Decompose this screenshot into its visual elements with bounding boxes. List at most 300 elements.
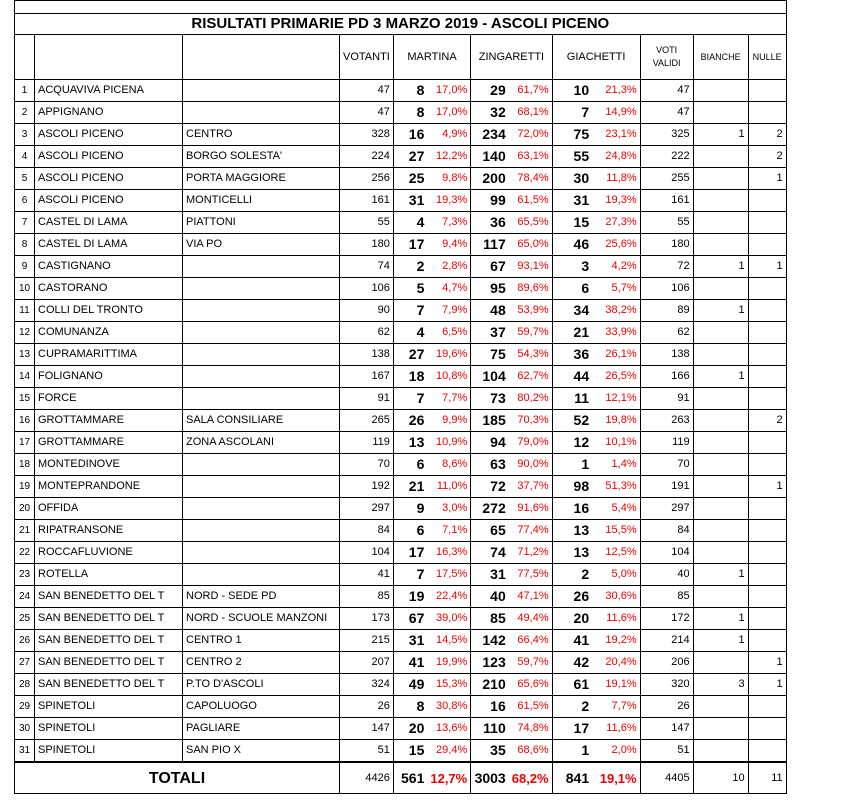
zingaretti-votes-cell: 117 <box>471 234 509 256</box>
giachetti-percent-cell: 5,4% <box>592 498 640 520</box>
zingaretti-votes-cell: 31 <box>471 564 509 586</box>
zingaretti-votes-cell: 140 <box>471 146 509 168</box>
martina-votes-cell: 21 <box>393 476 427 498</box>
bianche-cell <box>693 410 748 432</box>
row-index: 13 <box>15 344 35 366</box>
table-row <box>15 652 787 674</box>
martina-votes-cell: 8 <box>393 80 427 102</box>
giachetti-votes-cell: 36 <box>552 344 592 366</box>
table-row <box>15 454 787 476</box>
martina-votes-cell: 27 <box>393 344 427 366</box>
zingaretti-percent-cell: 65,6% <box>509 674 552 696</box>
martina-percent-cell: 10,9% <box>427 432 470 454</box>
zingaretti-percent-cell: 79,0% <box>509 432 552 454</box>
table-row <box>15 520 787 542</box>
bianche-cell <box>693 344 748 366</box>
martina-votes-cell: 4 <box>393 322 427 344</box>
row-index: 23 <box>15 564 35 586</box>
row-index: 12 <box>15 322 35 344</box>
martina-votes-cell: 7 <box>393 300 427 322</box>
voti-validi-cell: 47 <box>640 80 693 102</box>
votanti-cell: 224 <box>340 146 394 168</box>
zingaretti-percent-cell: 53,9% <box>509 300 552 322</box>
votanti-cell: 47 <box>340 80 394 102</box>
zingaretti-votes-cell: 210 <box>471 674 509 696</box>
martina-percent-cell: 19,3% <box>427 190 470 212</box>
zingaretti-percent-cell: 68,6% <box>509 740 552 763</box>
giachetti-percent-cell: 11,6% <box>592 718 640 740</box>
martina-votes-cell: 17 <box>393 542 427 564</box>
martina-votes-cell: 17 <box>393 234 427 256</box>
totals-row <box>15 762 787 794</box>
seggio-cell <box>183 564 340 586</box>
zingaretti-percent-cell: 49,4% <box>509 608 552 630</box>
giachetti-percent-cell: 4,2% <box>592 256 640 278</box>
voti-validi-cell: 263 <box>640 410 693 432</box>
martina-votes-cell: 19 <box>393 586 427 608</box>
votanti-cell: 91 <box>340 388 394 410</box>
row-index: 16 <box>15 410 35 432</box>
martina-percent-cell: 7,1% <box>427 520 470 542</box>
totals-nulle: 11 <box>748 762 786 794</box>
zingaretti-votes-cell: 36 <box>471 212 509 234</box>
nulle-cell <box>748 388 786 410</box>
martina-percent-cell: 3,0% <box>427 498 470 520</box>
giachetti-votes-cell: 10 <box>552 80 592 102</box>
seggio-cell <box>183 520 340 542</box>
row-index: 18 <box>15 454 35 476</box>
votanti-cell: 167 <box>340 366 394 388</box>
voti-validi-cell: 55 <box>640 212 693 234</box>
zingaretti-percent-cell: 37,7% <box>509 476 552 498</box>
row-index: 21 <box>15 520 35 542</box>
giachetti-percent-cell: 14,9% <box>592 102 640 124</box>
seggio-cell <box>183 278 340 300</box>
zingaretti-votes-cell: 104 <box>471 366 509 388</box>
header-nulle: NULLE <box>748 35 786 80</box>
row-index: 19 <box>15 476 35 498</box>
giachetti-percent-cell: 19,3% <box>592 190 640 212</box>
bianche-cell: 1 <box>693 564 748 586</box>
martina-percent-cell: 9,4% <box>427 234 470 256</box>
giachetti-votes-cell: 12 <box>552 432 592 454</box>
giachetti-votes-cell: 16 <box>552 498 592 520</box>
table-row <box>15 344 787 366</box>
martina-percent-cell: 17,0% <box>427 102 470 124</box>
martina-percent-cell: 15,3% <box>427 674 470 696</box>
voti-validi-cell: 26 <box>640 696 693 718</box>
votanti-cell: 256 <box>340 168 394 190</box>
row-index: 11 <box>15 300 35 322</box>
header-seggio <box>183 35 340 80</box>
bianche-cell <box>693 168 748 190</box>
row-index: 28 <box>15 674 35 696</box>
table-row <box>15 366 787 388</box>
comune-cell: ROTELLA <box>35 564 183 586</box>
voti-validi-cell: 89 <box>640 300 693 322</box>
martina-votes-cell: 6 <box>393 454 427 476</box>
voti-validi-cell: 47 <box>640 102 693 124</box>
giachetti-percent-cell: 1,4% <box>592 454 640 476</box>
nulle-cell: 1 <box>748 256 786 278</box>
martina-votes-cell: 26 <box>393 410 427 432</box>
martina-votes-cell: 2 <box>393 256 427 278</box>
comune-cell: CUPRAMARITTIMA <box>35 344 183 366</box>
martina-votes-cell: 8 <box>393 102 427 124</box>
bianche-cell: 1 <box>693 366 748 388</box>
table-row <box>15 212 787 234</box>
voti-validi-cell: 320 <box>640 674 693 696</box>
bianche-cell <box>693 278 748 300</box>
zingaretti-votes-cell: 95 <box>471 278 509 300</box>
zingaretti-votes-cell: 32 <box>471 102 509 124</box>
zingaretti-percent-cell: 72,0% <box>509 124 552 146</box>
comune-cell: APPIGNANO <box>35 102 183 124</box>
comune-cell: ROCCAFLUVIONE <box>35 542 183 564</box>
table-row <box>15 608 787 630</box>
bianche-cell <box>693 212 748 234</box>
zingaretti-votes-cell: 85 <box>471 608 509 630</box>
giachetti-percent-cell: 15,5% <box>592 520 640 542</box>
totals-martina-votes: 561 <box>393 762 427 794</box>
comune-cell: MONTEPRANDONE <box>35 476 183 498</box>
giachetti-percent-cell: 38,2% <box>592 300 640 322</box>
comune-cell: SAN BENEDETTO DEL T <box>35 608 183 630</box>
martina-percent-cell: 8,6% <box>427 454 470 476</box>
giachetti-votes-cell: 11 <box>552 388 592 410</box>
martina-votes-cell: 7 <box>393 388 427 410</box>
giachetti-percent-cell: 5,0% <box>592 564 640 586</box>
bianche-cell <box>693 696 748 718</box>
nulle-cell <box>748 740 786 763</box>
zingaretti-votes-cell: 74 <box>471 542 509 564</box>
header-voti-validi: VOTI VALIDI <box>640 35 693 80</box>
nulle-cell <box>748 586 786 608</box>
martina-percent-cell: 9,8% <box>427 168 470 190</box>
table-row <box>15 256 787 278</box>
results-spreadsheet <box>14 0 787 794</box>
voti-validi-cell: 104 <box>640 542 693 564</box>
bianche-cell <box>693 520 748 542</box>
row-index: 31 <box>15 740 35 763</box>
giachetti-votes-cell: 75 <box>552 124 592 146</box>
nulle-cell: 1 <box>748 674 786 696</box>
voti-validi-cell: 72 <box>640 256 693 278</box>
table-row <box>15 432 787 454</box>
giachetti-votes-cell: 21 <box>552 322 592 344</box>
giachetti-votes-cell: 15 <box>552 212 592 234</box>
martina-percent-cell: 10,8% <box>427 366 470 388</box>
voti-validi-cell: 172 <box>640 608 693 630</box>
table-row <box>15 586 787 608</box>
seggio-cell: NORD - SCUOLE MANZONI <box>183 608 340 630</box>
row-index: 15 <box>15 388 35 410</box>
seggio-cell: BORGO SOLESTA' <box>183 146 340 168</box>
nulle-cell: 1 <box>748 476 786 498</box>
zingaretti-percent-cell: 59,7% <box>509 652 552 674</box>
giachetti-votes-cell: 2 <box>552 696 592 718</box>
giachetti-votes-cell: 26 <box>552 586 592 608</box>
zingaretti-votes-cell: 65 <box>471 520 509 542</box>
comune-cell: COMUNANZA <box>35 322 183 344</box>
row-index: 29 <box>15 696 35 718</box>
zingaretti-votes-cell: 200 <box>471 168 509 190</box>
martina-votes-cell: 13 <box>393 432 427 454</box>
nulle-cell <box>748 234 786 256</box>
seggio-cell <box>183 454 340 476</box>
totals-giachetti-percent: 19,1% <box>592 762 640 794</box>
top-blank-row <box>15 1 787 14</box>
row-index: 14 <box>15 366 35 388</box>
nulle-cell <box>748 608 786 630</box>
giachetti-votes-cell: 1 <box>552 740 592 763</box>
zingaretti-percent-cell: 61,5% <box>509 190 552 212</box>
martina-votes-cell: 7 <box>393 564 427 586</box>
title-row <box>15 14 787 35</box>
nulle-cell: 2 <box>748 146 786 168</box>
bianche-cell: 1 <box>693 124 748 146</box>
comune-cell: MONTEDINOVE <box>35 454 183 476</box>
bianche-cell <box>693 146 748 168</box>
nulle-cell: 2 <box>748 410 786 432</box>
martina-votes-cell: 9 <box>393 498 427 520</box>
votanti-cell: 138 <box>340 344 394 366</box>
seggio-cell: PORTA MAGGIORE <box>183 168 340 190</box>
giachetti-percent-cell: 10,1% <box>592 432 640 454</box>
zingaretti-percent-cell: 70,3% <box>509 410 552 432</box>
comune-cell: CASTORANO <box>35 278 183 300</box>
table-row <box>15 234 787 256</box>
martina-percent-cell: 9,9% <box>427 410 470 432</box>
votanti-cell: 84 <box>340 520 394 542</box>
results-table <box>14 0 787 794</box>
votanti-cell: 104 <box>340 542 394 564</box>
voti-validi-cell: 147 <box>640 718 693 740</box>
giachetti-percent-cell: 26,1% <box>592 344 640 366</box>
voti-validi-cell: 297 <box>640 498 693 520</box>
comune-cell: SAN BENEDETTO DEL T <box>35 652 183 674</box>
votanti-cell: 192 <box>340 476 394 498</box>
comune-cell: ASCOLI PICENO <box>35 168 183 190</box>
votanti-cell: 90 <box>340 300 394 322</box>
seggio-cell <box>183 388 340 410</box>
votanti-cell: 180 <box>340 234 394 256</box>
zingaretti-percent-cell: 66,4% <box>509 630 552 652</box>
zingaretti-votes-cell: 40 <box>471 586 509 608</box>
zingaretti-votes-cell: 110 <box>471 718 509 740</box>
zingaretti-percent-cell: 77,4% <box>509 520 552 542</box>
comune-cell: SPINETOLI <box>35 696 183 718</box>
zingaretti-percent-cell: 63,1% <box>509 146 552 168</box>
header-martina: MARTINA <box>393 35 470 80</box>
martina-percent-cell: 2,8% <box>427 256 470 278</box>
table-row <box>15 674 787 696</box>
martina-votes-cell: 16 <box>393 124 427 146</box>
voti-validi-cell: 85 <box>640 586 693 608</box>
votanti-cell: 119 <box>340 432 394 454</box>
row-index: 26 <box>15 630 35 652</box>
row-index: 1 <box>15 80 35 102</box>
zingaretti-percent-cell: 78,4% <box>509 168 552 190</box>
seggio-cell: VIA PO <box>183 234 340 256</box>
seggio-cell: CENTRO 1 <box>183 630 340 652</box>
totals-zingaretti-votes: 3003 <box>471 762 509 794</box>
giachetti-percent-cell: 19,1% <box>592 674 640 696</box>
giachetti-votes-cell: 31 <box>552 190 592 212</box>
martina-votes-cell: 27 <box>393 146 427 168</box>
table-row <box>15 740 787 763</box>
zingaretti-votes-cell: 185 <box>471 410 509 432</box>
bianche-cell <box>693 476 748 498</box>
martina-percent-cell: 12,2% <box>427 146 470 168</box>
bianche-cell: 3 <box>693 674 748 696</box>
martina-votes-cell: 67 <box>393 608 427 630</box>
giachetti-percent-cell: 11,8% <box>592 168 640 190</box>
comune-cell: SPINETOLI <box>35 740 183 763</box>
bianche-cell <box>693 498 748 520</box>
giachetti-percent-cell: 12,1% <box>592 388 640 410</box>
row-index: 7 <box>15 212 35 234</box>
seggio-cell: PAGLIARE <box>183 718 340 740</box>
zingaretti-percent-cell: 91,6% <box>509 498 552 520</box>
martina-percent-cell: 17,0% <box>427 80 470 102</box>
giachetti-votes-cell: 13 <box>552 520 592 542</box>
giachetti-percent-cell: 20,4% <box>592 652 640 674</box>
votanti-cell: 207 <box>340 652 394 674</box>
header-zingaretti: ZINGARETTI <box>471 35 552 80</box>
bianche-cell: 1 <box>693 630 748 652</box>
voti-validi-cell: 214 <box>640 630 693 652</box>
zingaretti-votes-cell: 72 <box>471 476 509 498</box>
martina-percent-cell: 11,0% <box>427 476 470 498</box>
row-index: 25 <box>15 608 35 630</box>
table-row <box>15 80 787 102</box>
voti-validi-cell: 106 <box>640 278 693 300</box>
comune-cell: SAN BENEDETTO DEL T <box>35 630 183 652</box>
row-index: 20 <box>15 498 35 520</box>
row-index: 17 <box>15 432 35 454</box>
voti-validi-cell: 325 <box>640 124 693 146</box>
votanti-cell: 297 <box>340 498 394 520</box>
table-title: RISULTATI PRIMARIE PD 3 MARZO 2019 - ASCOLI PICENO <box>15 14 787 35</box>
voti-validi-cell: 91 <box>640 388 693 410</box>
row-index: 10 <box>15 278 35 300</box>
zingaretti-votes-cell: 94 <box>471 432 509 454</box>
giachetti-percent-cell: 51,3% <box>592 476 640 498</box>
table-row <box>15 190 787 212</box>
comune-cell: CASTEL DI LAMA <box>35 212 183 234</box>
bianche-cell <box>693 652 748 674</box>
header-row <box>15 35 787 80</box>
row-index: 22 <box>15 542 35 564</box>
seggio-cell <box>183 300 340 322</box>
bianche-cell <box>693 190 748 212</box>
giachetti-percent-cell: 30,6% <box>592 586 640 608</box>
top-blank-cell <box>15 1 787 14</box>
votanti-cell: 55 <box>340 212 394 234</box>
zingaretti-percent-cell: 47,1% <box>509 586 552 608</box>
bianche-cell <box>693 718 748 740</box>
nulle-cell <box>748 366 786 388</box>
nulle-cell <box>748 80 786 102</box>
votanti-cell: 265 <box>340 410 394 432</box>
voti-validi-cell: 222 <box>640 146 693 168</box>
bianche-cell <box>693 322 748 344</box>
votanti-cell: 328 <box>340 124 394 146</box>
bianche-cell <box>693 234 748 256</box>
seggio-cell: SAN PIO X <box>183 740 340 763</box>
votanti-cell: 147 <box>340 718 394 740</box>
bianche-cell <box>693 454 748 476</box>
comune-cell: GROTTAMMARE <box>35 410 183 432</box>
zingaretti-votes-cell: 272 <box>471 498 509 520</box>
giachetti-percent-cell: 21,3% <box>592 80 640 102</box>
comune-cell: ACQUAVIVA PICENA <box>35 80 183 102</box>
zingaretti-percent-cell: 90,0% <box>509 454 552 476</box>
martina-votes-cell: 6 <box>393 520 427 542</box>
bianche-cell <box>693 432 748 454</box>
comune-cell: SAN BENEDETTO DEL T <box>35 674 183 696</box>
row-index: 2 <box>15 102 35 124</box>
seggio-cell <box>183 366 340 388</box>
nulle-cell <box>748 300 786 322</box>
giachetti-votes-cell: 44 <box>552 366 592 388</box>
row-index: 8 <box>15 234 35 256</box>
votanti-cell: 62 <box>340 322 394 344</box>
header-giachetti: GIACHETTI <box>552 35 640 80</box>
seggio-cell: NORD - SEDE PD <box>183 586 340 608</box>
giachetti-percent-cell: 7,7% <box>592 696 640 718</box>
nulle-cell <box>748 212 786 234</box>
bianche-cell <box>693 542 748 564</box>
voti-validi-cell: 180 <box>640 234 693 256</box>
seggio-cell: ZONA ASCOLANI <box>183 432 340 454</box>
comune-cell: COLLI DEL TRONTO <box>35 300 183 322</box>
seggio-cell <box>183 344 340 366</box>
martina-votes-cell: 18 <box>393 366 427 388</box>
header-index <box>15 35 35 80</box>
voti-validi-cell: 119 <box>640 432 693 454</box>
nulle-cell: 1 <box>748 168 786 190</box>
zingaretti-percent-cell: 62,7% <box>509 366 552 388</box>
totals-label: TOTALI <box>15 762 340 794</box>
zingaretti-votes-cell: 16 <box>471 696 509 718</box>
votanti-cell: 74 <box>340 256 394 278</box>
martina-percent-cell: 19,9% <box>427 652 470 674</box>
voti-validi-cell: 40 <box>640 564 693 586</box>
giachetti-votes-cell: 20 <box>552 608 592 630</box>
votanti-cell: 85 <box>340 586 394 608</box>
bianche-cell: 1 <box>693 256 748 278</box>
giachetti-votes-cell: 13 <box>552 542 592 564</box>
comune-cell: GROTTAMMARE <box>35 432 183 454</box>
table-row <box>15 102 787 124</box>
zingaretti-percent-cell: 65,0% <box>509 234 552 256</box>
voti-validi-cell: 206 <box>640 652 693 674</box>
giachetti-percent-cell: 24,8% <box>592 146 640 168</box>
table-row <box>15 564 787 586</box>
nulle-cell <box>748 454 786 476</box>
giachetti-percent-cell: 12,5% <box>592 542 640 564</box>
row-index: 9 <box>15 256 35 278</box>
giachetti-votes-cell: 30 <box>552 168 592 190</box>
totals-martina-percent: 12,7% <box>427 762 470 794</box>
giachetti-votes-cell: 7 <box>552 102 592 124</box>
martina-votes-cell: 49 <box>393 674 427 696</box>
seggio-cell <box>183 322 340 344</box>
nulle-cell <box>748 718 786 740</box>
martina-percent-cell: 13,6% <box>427 718 470 740</box>
